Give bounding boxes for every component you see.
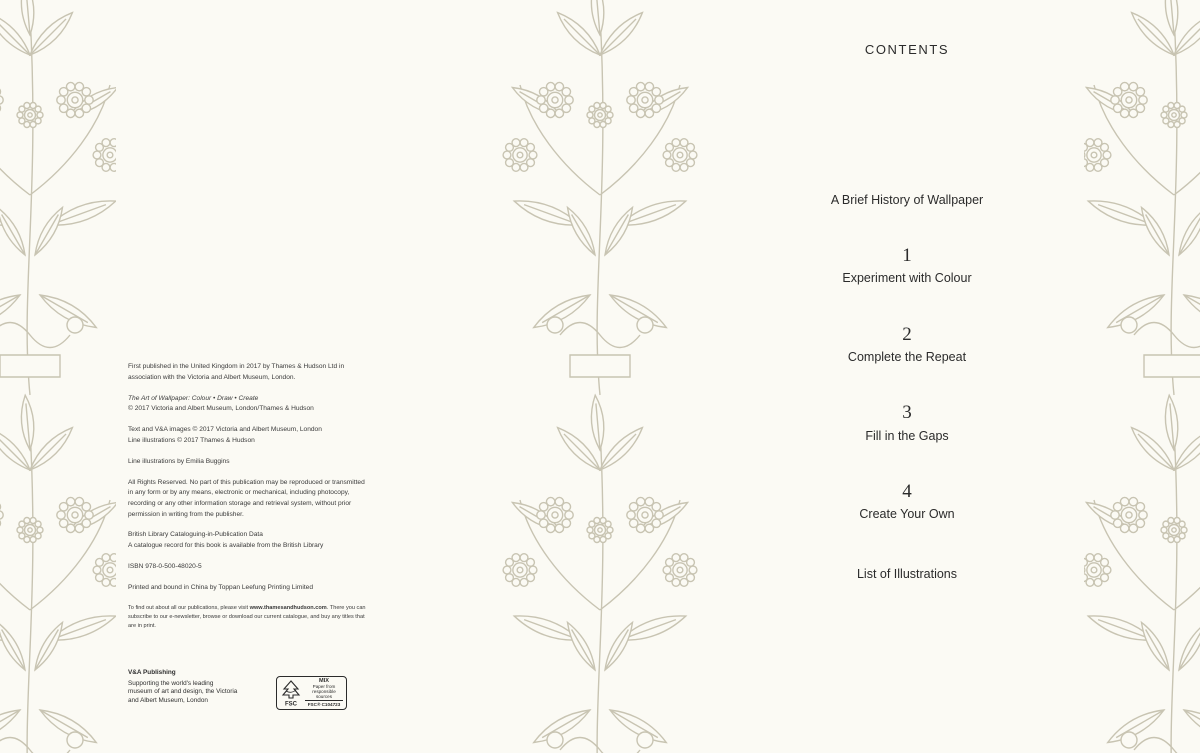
fsc-logo-text: FSC <box>285 701 297 707</box>
floral-ornament-center-icon <box>472 0 728 753</box>
imprint-copyright: © 2017 Victoria and Albert Museum, London/Thames & Hudson <box>128 405 314 413</box>
imprint-printed: Printed and bound in China by Toppan Leefung Printing Limited <box>128 584 314 592</box>
imprint-website-note <box>128 604 368 631</box>
imprint-illustrator: Line illustrations by Emilia Buggins <box>128 457 230 465</box>
toc-intro[interactable]: A Brief History of Wallpaper <box>830 193 984 207</box>
va-publishing-title: V&A Publishing <box>128 669 176 676</box>
floral-ornament-left-icon <box>0 0 116 753</box>
fsc-badge <box>276 676 347 710</box>
contents-title: CONTENTS <box>864 42 950 57</box>
imprint-title-copyright <box>128 394 368 415</box>
imprint-website-text-a: To find out about all our publications, please visit <box>128 605 250 612</box>
toc-chapter-number: 1 <box>902 245 912 266</box>
imprint-cip <box>128 530 368 551</box>
imprint-publisher: First published in the United Kingdom in 2017 by Thames & Hudson Ltd in association with the Victoria and Albert Museum, London. <box>128 363 345 381</box>
imprint-isbn: ISBN 978-0-500-48020-5 <box>128 563 202 571</box>
toc-chapter-number: 2 <box>902 324 912 345</box>
imprint-book-title: The Art of Wallpaper: Colour • Draw • Create <box>128 394 259 402</box>
fsc-line2: responsible sources <box>312 688 336 700</box>
toc-chapter-number: 4 <box>902 481 912 502</box>
toc-outro[interactable]: List of Illustrations <box>856 567 958 581</box>
imprint-text-images: Text and V&A images © 2017 Victoria and Albert Museum, London <box>128 426 322 434</box>
toc-chapter-title[interactable]: Fill in the Gaps <box>865 429 949 443</box>
floral-ornament-right-icon <box>1084 0 1200 753</box>
imprint-rights: All Rights Reserved. No part of this publication may be reproduced or transmitted in any form or by any means, electronic or mechanical, including photocopy, recording or any other information storage and retrieval system, without prior permission in writing from the publisher. <box>128 478 365 518</box>
imprint-website-text-b: . There you can subscribe to our e-newsletter, browse or download our current catalogue, and buy any titles that are in print. <box>128 605 366 630</box>
fsc-tree-icon <box>280 679 302 707</box>
fsc-text <box>305 679 343 708</box>
fsc-line1: Paper from <box>312 683 336 689</box>
fsc-code: FSC® C104723 <box>305 700 343 707</box>
toc-chapter-title[interactable]: Complete the Repeat <box>847 350 967 364</box>
va-publishing-note <box>128 669 238 705</box>
imprint-text-credits <box>128 425 368 446</box>
imprint-cip-record: A catalogue record for this book is available from the British Library <box>128 542 324 550</box>
toc-chapter-number: 3 <box>902 402 912 423</box>
toc-chapter-title[interactable]: Experiment with Colour <box>842 271 972 285</box>
imprint-block <box>128 362 368 641</box>
imprint-line-illustrations: Line illustrations © 2017 Thames & Hudson <box>128 436 255 444</box>
website-link[interactable]: www.thamesandhudson.com <box>249 605 327 612</box>
floral-ornament-svg <box>1084 0 1200 753</box>
imprint-cip-title: British Library Cataloguing-in-Publication Data <box>128 531 263 539</box>
floral-ornament-svg <box>0 0 116 753</box>
floral-ornament-svg <box>472 0 728 753</box>
fsc-mix: MIX <box>319 677 329 684</box>
toc-chapter-title[interactable]: Create Your Own <box>859 507 955 521</box>
va-publishing-text: Supporting the world's leading museum of art and design, the Victoria and Albert Museum, London <box>128 679 238 704</box>
